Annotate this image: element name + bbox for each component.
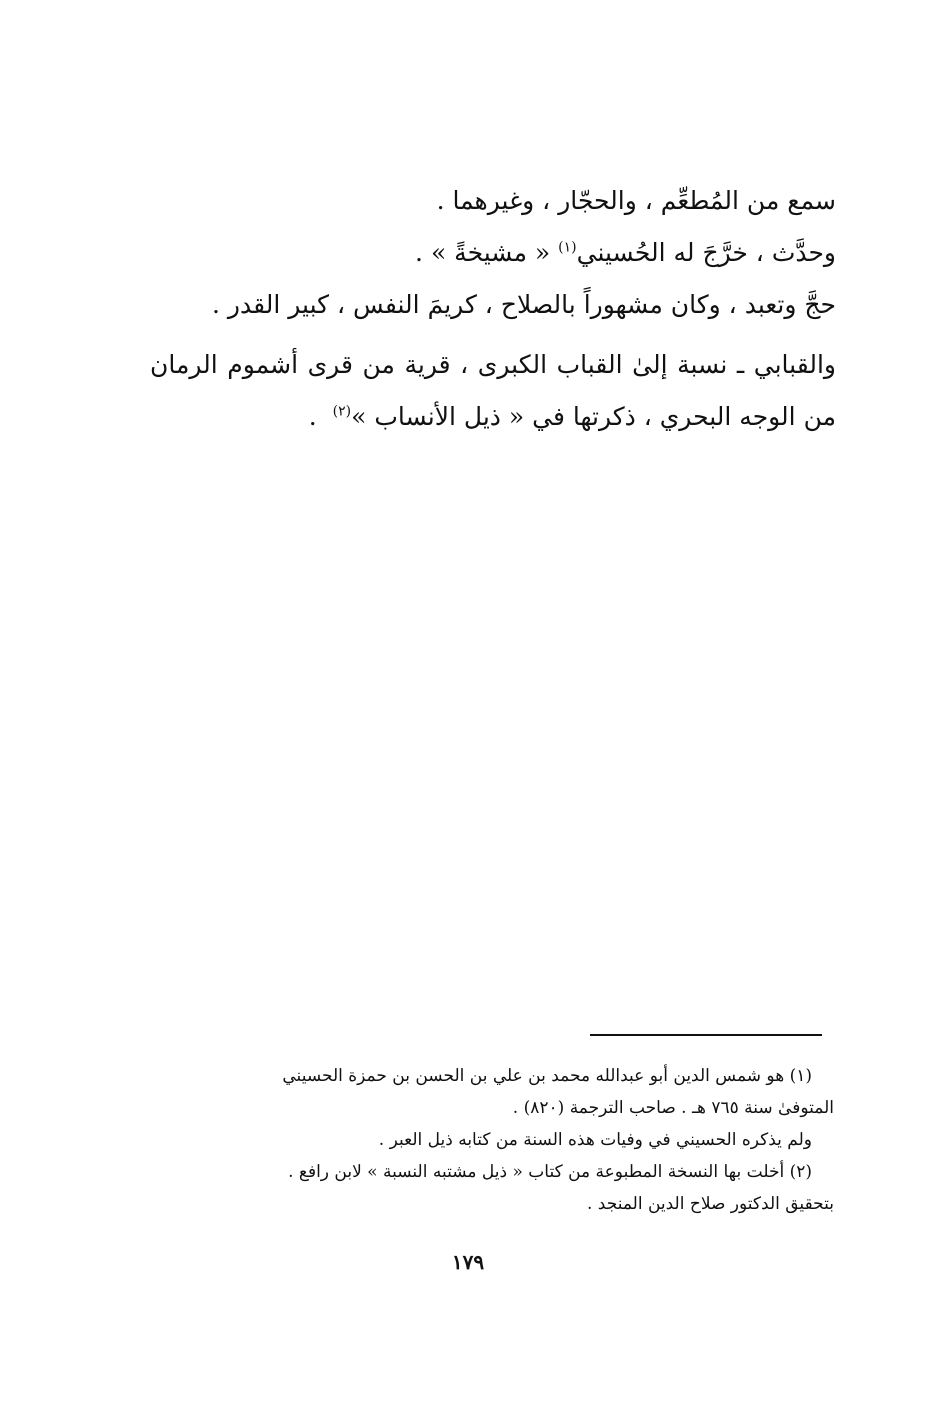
footnote-2-line-1: (٢) أخلت بها النسخة المطبوعة من كتاب « ذيل مشتبه النسبة » لابن رافع . xyxy=(288,1162,812,1182)
main-text-block xyxy=(150,175,836,443)
main-line-2 xyxy=(150,227,836,279)
page-number: ١٧٩ xyxy=(451,1250,485,1274)
footnote-1-line-3: ولم يذكره الحسيني في وفيات هذه السنة من كتابه ذيل العبر . xyxy=(378,1130,812,1150)
footnote-marker-2: (٢) xyxy=(332,403,352,420)
footnote-2-line-2: بتحقيق الدكتور صلاح الدين المنجد . xyxy=(586,1194,834,1214)
footnote-marker-1: (١) xyxy=(558,239,577,256)
main-line-2-end: « مشيخةً » . xyxy=(415,238,551,267)
main-paragraph-3-end: . xyxy=(308,402,317,431)
main-line-2-text: وحدَّث ، خرَّجَ له الحُسيني xyxy=(576,238,836,267)
footnote-1-line-2: المتوفىٰ سنة ٧٦٥ هـ . صاحب الترجمة (٨٢٠) . xyxy=(512,1098,834,1118)
footnote-separator xyxy=(590,1034,822,1036)
main-paragraph-3 xyxy=(150,339,836,443)
footnotes-block xyxy=(158,1060,834,1220)
main-line-1: سمع من المُطعِّم ، والحجّار ، وغيرهما . xyxy=(436,186,836,215)
footnote-1-line-1: (١) هو شمس الدين أبو عبدالله محمد بن علي بن الحسن بن حمزة الحسيني xyxy=(282,1066,812,1086)
main-paragraph-3-text: والقبابي ـ نسبة إلىٰ القباب الكبرى ، قرية من قرى أشموم الرمان من الوجه البحري ، ذكرتها في « ذيل الأنساب » xyxy=(150,350,836,431)
main-paragraph-2: حجَّ وتعبد ، وكان مشهوراً بالصلاح ، كريمَ النفس ، كبير القدر . xyxy=(212,290,836,319)
